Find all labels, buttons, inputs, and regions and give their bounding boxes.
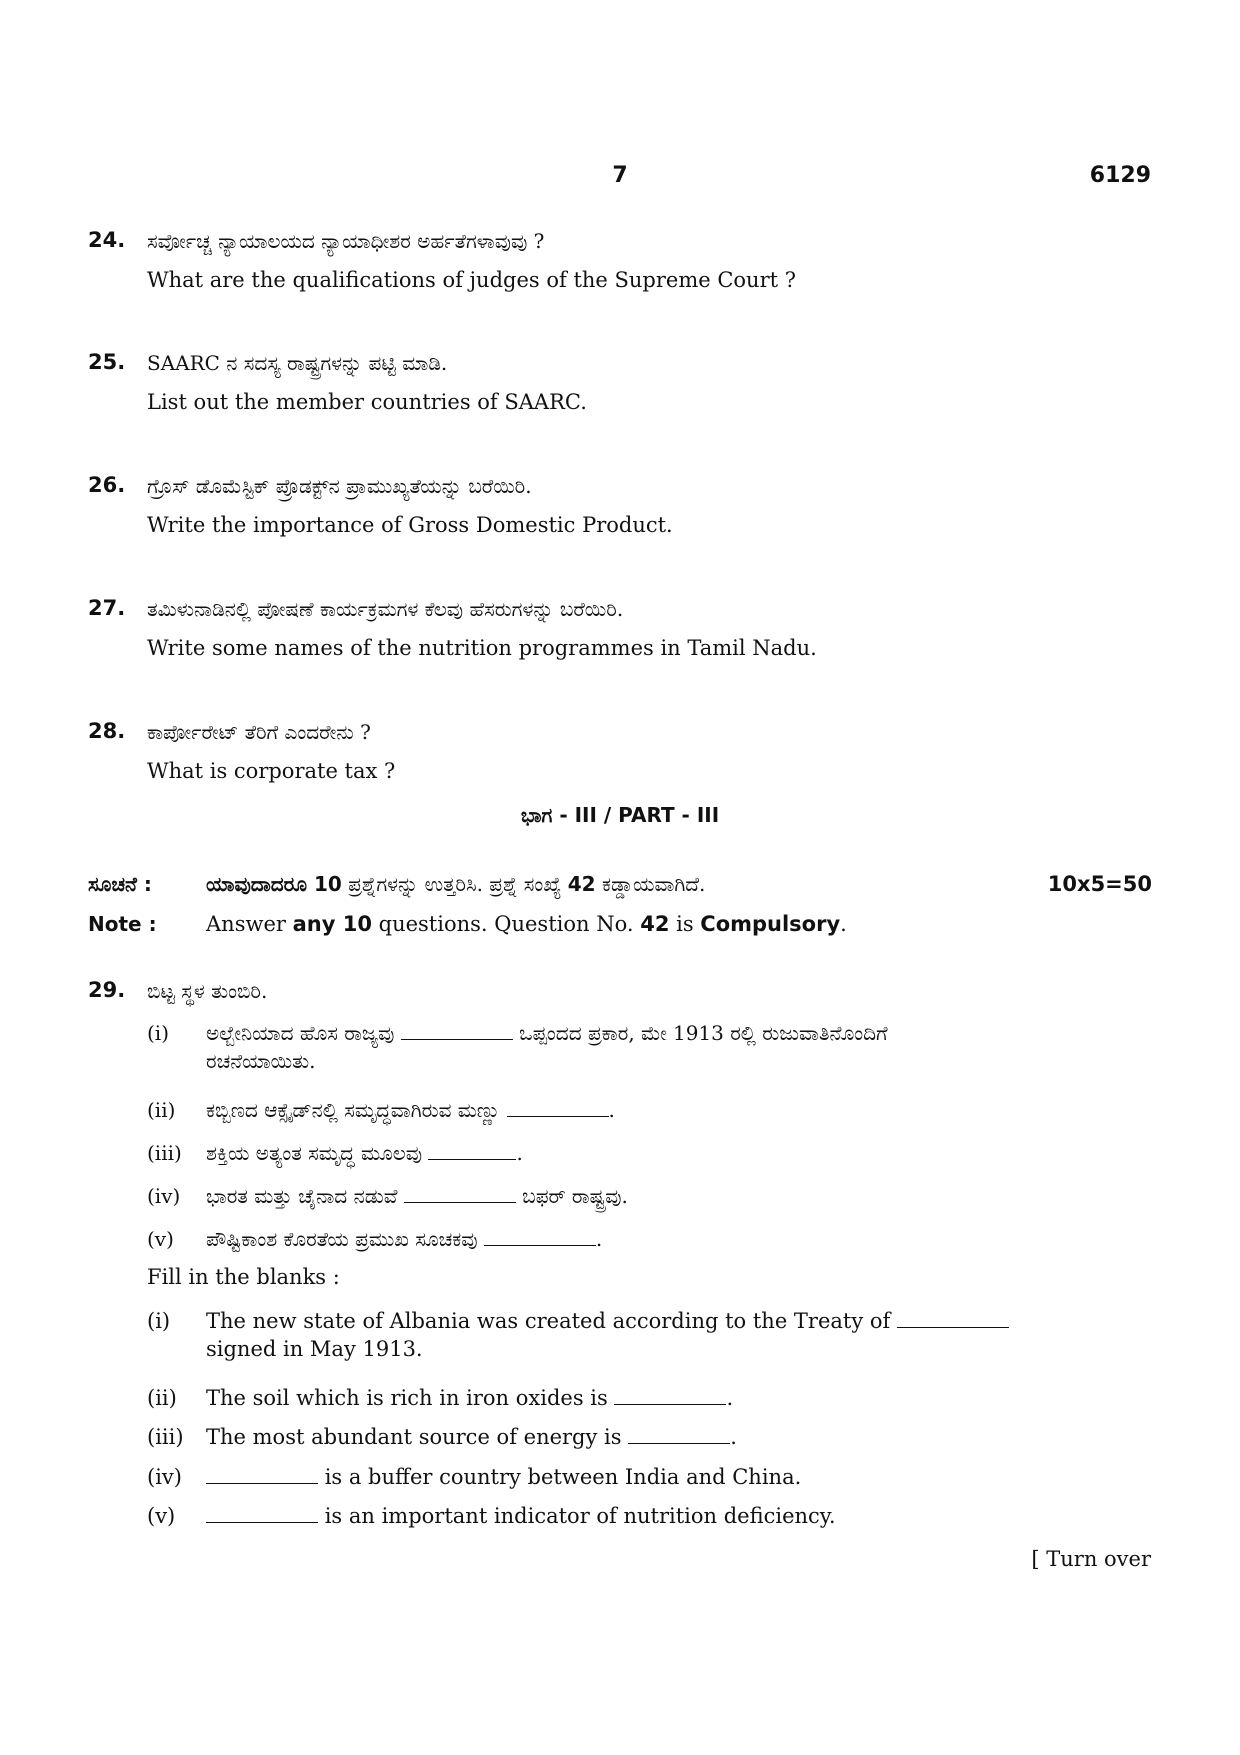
item-numeral: (iii) bbox=[147, 1425, 184, 1449]
item-text bbox=[206, 1307, 1106, 1363]
question-text-english: What are the qualifications of judges of the Supreme Court ? bbox=[147, 268, 796, 292]
instruction-part: questions. Question No. bbox=[371, 912, 641, 936]
item-text bbox=[206, 1182, 1106, 1210]
item-text bbox=[206, 1019, 1106, 1075]
item-numeral: (v) bbox=[147, 1504, 176, 1528]
question-number: 27. bbox=[88, 596, 126, 620]
item-numeral: (iii) bbox=[147, 1141, 182, 1165]
item-text-part: is an important indicator of nutrition deficiency. bbox=[324, 1504, 836, 1528]
item-text bbox=[206, 1139, 1106, 1167]
answer-blank bbox=[507, 1098, 609, 1117]
instruction-part: ಯಾವುದಾದರೂ bbox=[206, 872, 314, 896]
item-text bbox=[206, 1463, 1106, 1491]
item-text-part: signed in May 1913. bbox=[206, 1337, 423, 1361]
paper-code: 6129 bbox=[1089, 163, 1151, 188]
instruction-count: any 10 bbox=[292, 912, 372, 936]
page-number: 7 bbox=[612, 163, 628, 188]
item-text bbox=[206, 1096, 1106, 1124]
item-text-part: ರಚನೆಯಾಯಿತು. bbox=[206, 1049, 316, 1073]
answer-blank bbox=[897, 1309, 1009, 1328]
item-text-part: The soil which is rich in iron oxides is bbox=[206, 1386, 608, 1410]
item-text bbox=[206, 1384, 1106, 1412]
answer-blank bbox=[614, 1386, 726, 1405]
answer-blank bbox=[401, 1021, 513, 1040]
instruction-part: Answer bbox=[206, 912, 293, 936]
instruction-part: ಕಡ್ಡಾಯವಾಗಿದೆ. bbox=[595, 872, 706, 896]
item-numeral: (ii) bbox=[147, 1386, 177, 1410]
instruction-label: Note : bbox=[88, 912, 157, 936]
turn-over-note: [ Turn over bbox=[1031, 1547, 1151, 1571]
item-text-part: ಭಾರತ ಮತ್ತು ಚೈನಾದ ನಡುವೆ bbox=[206, 1184, 398, 1208]
instruction-question-number: 42 bbox=[640, 912, 670, 936]
item-text-part: ಕಬ್ಬಿಣದ ಆಕ್ಸೈಡ್‌ನಲ್ಲಿ ಸಮೃದ್ಧವಾಗಿರುವ ಮಣ್ಣು bbox=[206, 1098, 501, 1122]
item-text bbox=[206, 1423, 1106, 1451]
instruction-count: 10 bbox=[313, 872, 342, 896]
answer-blank bbox=[628, 1425, 730, 1444]
fill-in-blanks-label: Fill in the blanks : bbox=[147, 1265, 340, 1289]
item-text-part: ಒಪ್ಪಂದದ ಪ್ರಕಾರ, ಮೇ 1913 ರಲ್ಲಿ ರುಜುವಾತಿನೊಂದಿಗೆ bbox=[519, 1021, 888, 1045]
question-text-english: What is corporate tax ? bbox=[147, 759, 396, 783]
question-text-kannada: ತಮಿಳುನಾಡಿನಲ್ಲಿ ಪೋಷಣೆ ಕಾರ್ಯಕ್ರಮಗಳ ಕೆಲವು ಹೆಸರುಗಳನ್ನು ಬರೆಯಿರಿ. bbox=[147, 597, 624, 621]
instruction-part: . bbox=[840, 912, 847, 936]
question-text-kannada: ಕಾರ್ಪೋರೇಟ್ ತೆರಿಗೆ ಎಂದರೇನು ? bbox=[147, 720, 371, 744]
item-text-part: ಶಕ್ತಿಯ ಅತ್ಯಂತ ಸಮೃದ್ಧ ಮೂಲವು bbox=[206, 1141, 423, 1165]
item-text-part: . bbox=[516, 1141, 523, 1165]
instruction-text bbox=[206, 872, 705, 896]
question-text-kannada: ಬಿಟ್ಟ ಸ್ಥಳ ತುಂಬಿರಿ. bbox=[147, 979, 268, 1003]
instruction-emphasis: Compulsory bbox=[700, 912, 841, 936]
item-numeral: (ii) bbox=[147, 1098, 176, 1122]
answer-blank bbox=[428, 1141, 516, 1160]
item-text bbox=[206, 1502, 1106, 1530]
item-text-part: ಪೌಷ್ಟಿಕಾಂಶ ಕೊರತೆಯ ಪ್ರಮುಖ ಸೂಚಕವು bbox=[206, 1227, 478, 1251]
instruction-text bbox=[206, 912, 847, 936]
item-text-part: . bbox=[730, 1425, 737, 1449]
item-text-part: . bbox=[608, 1098, 615, 1122]
item-text bbox=[206, 1225, 1106, 1253]
item-text-part: The new state of Albania was created according to the Treaty of bbox=[206, 1309, 891, 1333]
item-numeral: (iv) bbox=[147, 1184, 181, 1208]
question-number: 24. bbox=[88, 228, 126, 252]
question-number: 26. bbox=[88, 473, 126, 497]
part-heading: ಭಾಗ - III / PART - III bbox=[520, 803, 720, 827]
question-text-english: Write some names of the nutrition programmes in Tamil Nadu. bbox=[147, 636, 817, 660]
item-numeral: (i) bbox=[147, 1021, 170, 1045]
item-text-part: ಬಫರ್ ರಾಷ್ಟ್ರವು. bbox=[522, 1184, 628, 1208]
question-number: 29. bbox=[88, 978, 126, 1002]
marks-allocation: 10x5=50 bbox=[1047, 872, 1152, 896]
answer-blank bbox=[404, 1184, 516, 1203]
question-text-english: Write the importance of Gross Domestic Product. bbox=[147, 513, 673, 537]
instruction-part: is bbox=[669, 912, 701, 936]
item-numeral: (i) bbox=[147, 1309, 171, 1333]
answer-blank bbox=[206, 1465, 318, 1484]
item-text-part: is a buffer country between India and China. bbox=[324, 1465, 802, 1489]
item-numeral: (v) bbox=[147, 1227, 174, 1251]
instruction-label: ಸೂಚನೆ : bbox=[88, 872, 152, 896]
item-text-part: The most abundant source of energy is bbox=[206, 1425, 622, 1449]
question-text-kannada: ಗ್ರೊಸ್ ಡೊಮೆಸ್ಟಿಕ್ ಪ್ರೊಡಕ್ಟ್‌ನ ಪ್ರಾಮುಖ್ಯತೆಯನ್ನು ಬರೆಯಿರಿ. bbox=[147, 474, 532, 498]
answer-blank bbox=[484, 1227, 596, 1246]
item-text-part: . bbox=[595, 1227, 603, 1251]
question-text-kannada: ಸರ್ವೋಚ್ಚ ನ್ಯಾಯಾಲಯದ ನ್ಯಾಯಾಧೀಶರ ಅರ್ಹತೆಗಳಾವುವು ? bbox=[147, 229, 545, 253]
item-text-part: ಅಲ್ಬೇನಿಯಾದ ಹೊಸ ರಾಜ್ಯವು bbox=[206, 1021, 395, 1045]
item-numeral: (iv) bbox=[147, 1465, 182, 1489]
item-text-part: . bbox=[726, 1386, 734, 1410]
answer-blank bbox=[206, 1504, 318, 1523]
question-number: 28. bbox=[88, 719, 126, 743]
instruction-question-number: 42 bbox=[567, 872, 596, 896]
instruction-part: ಪ್ರಶ್ನೆಗಳನ್ನು ಉತ್ತರಿಸಿ. ಪ್ರಶ್ನೆ ಸಂಖ್ಯೆ bbox=[341, 872, 568, 896]
question-text-kannada: SAARC ನ ಸದಸ್ಯ ರಾಷ್ಟ್ರಗಳನ್ನು ಪಟ್ಟಿ ಮಾಡಿ. bbox=[147, 351, 448, 375]
question-text-english: List out the member countries of SAARC. bbox=[147, 390, 587, 414]
question-number: 25. bbox=[88, 350, 126, 374]
